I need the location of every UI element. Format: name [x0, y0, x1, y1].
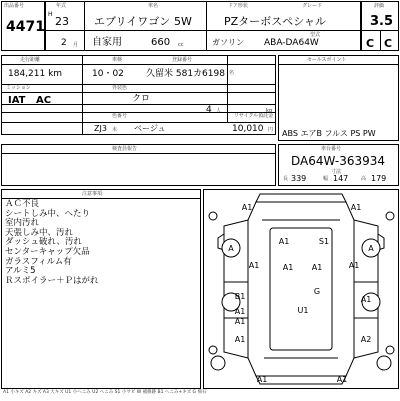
exterior-grade: C — [384, 37, 393, 50]
year: 23 — [55, 15, 69, 28]
chassis-label: 車台番号 — [321, 146, 342, 152]
damage-code: A1 — [248, 261, 260, 270]
doors: 5W — [174, 15, 192, 28]
damage-code: A1 — [278, 237, 290, 246]
remark-line: Ｒスポイラー＋Ｐはがれ — [5, 275, 99, 286]
grade: PZターボスペシャル — [224, 15, 326, 28]
color-code: ZJ3 — [94, 124, 107, 133]
car-diagram — [204, 190, 398, 388]
damage-code: A1 — [350, 203, 362, 212]
damage-code: A1 — [282, 263, 294, 272]
remark-line: 室内汚れ — [5, 218, 40, 229]
chassis-box — [278, 144, 399, 186]
rear-bumper-outline — [256, 376, 346, 384]
owner-label: 名 — [229, 70, 235, 76]
displacement-unit: cc — [178, 42, 184, 48]
height-label: 高 — [361, 176, 367, 182]
equipment-list: ABS エアB フルス PS PW — [282, 129, 376, 138]
width-label: 幅 — [323, 176, 329, 182]
damage-code: A — [368, 244, 374, 253]
dimensions-label: 寸法 — [331, 169, 342, 175]
header-cat-label-2: 車名 — [148, 3, 159, 9]
spare-tire — [211, 356, 225, 370]
capacity-unit: 人 — [216, 108, 222, 114]
mileage: 184,211 km — [8, 69, 63, 79]
sales-point-box — [278, 55, 399, 141]
recycle-fee: 10,010 — [232, 124, 264, 134]
transmission-label: ミッション — [6, 85, 31, 91]
ac: AC — [36, 95, 52, 106]
lot-number: 4471 — [6, 19, 45, 35]
damage-code: A1 — [311, 263, 323, 272]
recycle-unit: 円 — [268, 127, 274, 133]
chassis-number: DA64W-363934 — [291, 154, 386, 168]
month: 2 — [61, 38, 67, 48]
remarks-box — [1, 189, 201, 389]
remark-line: センターキャップ欠品 — [5, 246, 90, 257]
spec-box — [1, 55, 276, 135]
recycle-label: リサイクル預託金 — [234, 113, 274, 119]
corner-rear-right — [386, 346, 394, 354]
remark-line: ダッシュ破れ、汚れ — [5, 237, 82, 248]
auction-sheet — [1, 1, 399, 399]
damage-code: A1 — [256, 375, 268, 384]
front-bumper-outline — [256, 194, 346, 202]
exterior-color-label: 外装色 — [112, 85, 128, 91]
remark-line: 天張しみ中、汚れ — [5, 227, 74, 238]
header-cat-label-3: ドア形状 — [228, 3, 248, 9]
plate-number: 久留米 581カ6198 — [146, 69, 225, 79]
corner-front-right — [386, 212, 394, 220]
model-code: ABA-DA64W — [264, 38, 319, 48]
notes-box — [1, 144, 276, 186]
color-code-label: 色番号 — [112, 113, 128, 119]
damage-code: A1 — [336, 375, 348, 384]
month-label: 月 — [73, 42, 79, 48]
vehicle-info-box — [45, 1, 361, 51]
era-mark: H — [48, 11, 53, 18]
header-cat-label-4: グレード — [302, 3, 323, 9]
corner-rear-left — [209, 346, 217, 354]
remark-line: ＡＣ不良 — [5, 199, 40, 209]
height: 179 — [371, 174, 387, 183]
lot-number-box — [1, 1, 45, 51]
capacity: 4 — [206, 105, 212, 115]
width: 147 — [333, 174, 349, 183]
remark-line: ガラスフィルム有 — [5, 256, 72, 267]
interior-grade: C — [366, 37, 375, 50]
header-cat-label-1: 年式 — [56, 3, 67, 9]
interior-color: ベージュ — [134, 124, 166, 133]
mileage-label: 走行距離 — [20, 57, 41, 63]
damage-code: A1 — [234, 307, 246, 316]
remark-line: アルミ5 — [5, 266, 36, 277]
transmission: IAT — [8, 95, 26, 106]
damage-legend: A1 小キズ A2 キズ A3 大キズ U1 小へこみ U2 へこみ S1 小サビ W 補修跡 B1 へこみ+キズ G 飛石 — [3, 390, 207, 395]
lot-number-label: 出品番号 — [4, 3, 25, 9]
inspection-date: 10・02 — [92, 69, 124, 79]
corner-front-left — [209, 212, 217, 220]
exterior-color: クロ — [132, 94, 151, 104]
remark-line: シートしみ中、へたり — [5, 208, 91, 219]
registration-type: 自家用 — [92, 37, 122, 48]
damage-code: A1 — [234, 317, 246, 326]
damage-code: S1 — [318, 237, 330, 246]
plate-label: 登録番号 — [172, 57, 193, 63]
remarks-label: 注意事項 — [82, 191, 103, 197]
sales-point-label: セールスポイント — [307, 57, 347, 63]
length-label: 長 — [283, 176, 289, 182]
score-label: 評価 — [374, 3, 385, 9]
damage-code: A1 — [234, 335, 246, 344]
notes-label: 検査員報告 — [112, 146, 138, 152]
overall-score: 3.5 — [370, 14, 394, 29]
length: 339 — [291, 174, 307, 183]
load-unit: kg — [266, 108, 273, 114]
spare-tire-2 — [377, 356, 391, 370]
model-code-label: 型式 — [310, 32, 321, 38]
unreleased-label: 未 — [112, 127, 118, 133]
displacement: 660 — [151, 37, 171, 48]
damage-code: B1 — [234, 292, 246, 301]
inspection-label: 車検 — [112, 57, 123, 63]
damage-code: G — [313, 287, 321, 296]
damage-code: U1 — [297, 306, 309, 315]
score-box — [361, 1, 399, 51]
damage-code: A1 — [348, 261, 360, 270]
damage-code: A1 — [241, 203, 253, 212]
fuel: ガソリン — [212, 38, 244, 47]
damage-code: A2 — [360, 335, 372, 344]
roof-outline — [270, 228, 332, 350]
car-name: エブリイワゴン — [94, 15, 171, 28]
damage-code: A1 — [360, 295, 372, 304]
damage-code: A — [228, 244, 234, 253]
car-diagram-box — [203, 189, 399, 389]
